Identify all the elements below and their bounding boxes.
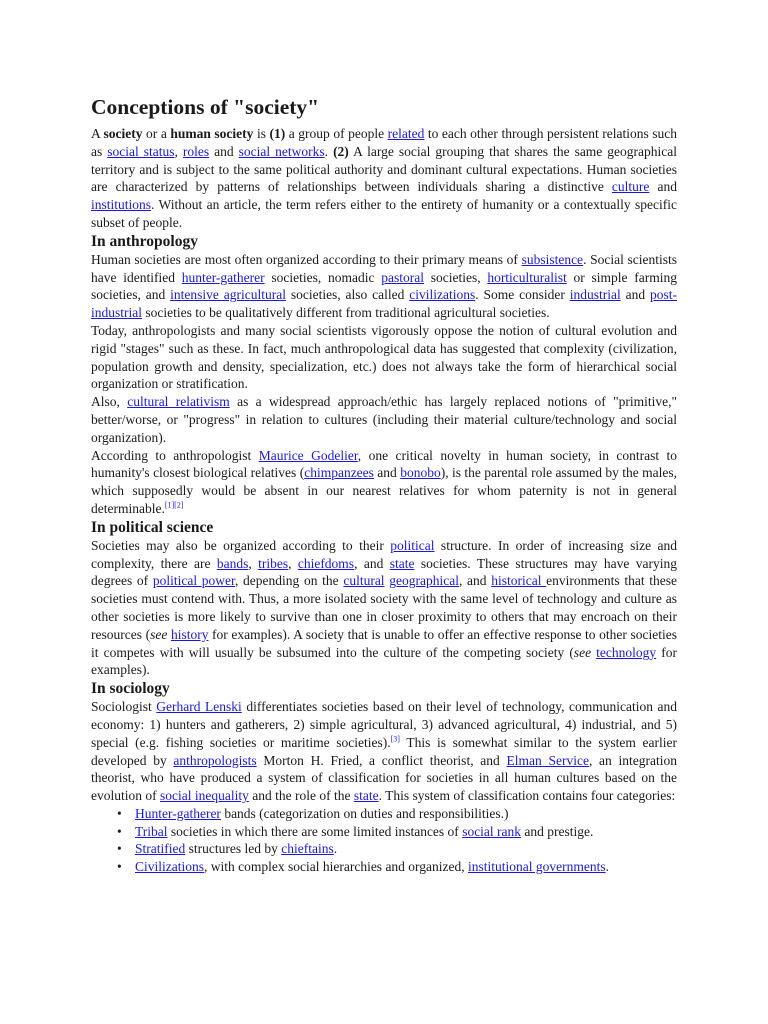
text-run: societies, also called [285, 287, 410, 303]
text-run: differentiates societies based on their level of technology, communication and economy: 1) hunters and gatherers, 2) simple agricultural, 3) advanced agricultural, 4) industrial, and 5) special (e.g. fishing societies or maritime societies). [91, 699, 677, 750]
text-run: bands (categorization on duties and responsibilities.) [220, 805, 509, 821]
text-run: and prestige. [521, 823, 594, 839]
classification-list [91, 805, 677, 876]
link-social-inequality[interactable]: social inequality [160, 788, 249, 804]
text-run: Sociologist [91, 699, 157, 715]
text-run: . [333, 841, 338, 857]
text-run: societies in which there are some limited instances of [167, 823, 463, 839]
text-run: , [288, 555, 298, 571]
text-run: , an integration theorist, who have produced a system of classification for societies in all human cultures based on the evolution of [91, 752, 677, 804]
link-bonobo[interactable]: bonobo [400, 465, 441, 481]
text-run: Morton H. Fried, a conflict theorist, and [256, 752, 507, 768]
link-technology[interactable]: technology [596, 644, 657, 660]
text-run: . Without an article, the term refers either to the entirety of humanity or a contextually specific subset of people. [91, 197, 677, 230]
link-political[interactable]: political [390, 537, 435, 553]
text-run: and the role of the [248, 788, 354, 804]
text-run: This is somewhat similar to the system earlier developed by [91, 734, 677, 768]
bold-term: (2) [333, 143, 349, 159]
bold-term: (1) [269, 126, 286, 141]
link-chiefdoms[interactable]: chiefdoms [297, 555, 355, 571]
text-run: . [324, 143, 334, 159]
intro-paragraph [91, 125, 677, 232]
text-run: societies. These structures may have varying degrees of [91, 555, 677, 589]
list-item [117, 858, 677, 876]
link-related[interactable]: related [387, 126, 425, 141]
link-social-rank[interactable]: social rank [462, 823, 522, 839]
link-roles[interactable]: roles [182, 143, 210, 159]
bold-term: society [103, 126, 143, 141]
text-run: societies to be qualitatively different from traditional agricultural societies. [142, 305, 550, 321]
anthropology-paragraph-2 [91, 322, 677, 393]
anthropology-heading: In anthropology [91, 232, 198, 250]
anthropology-paragraph-3 [91, 393, 677, 446]
political-science-heading: In political science [91, 518, 214, 536]
text-run: . This system of classification contains four categories: [378, 788, 676, 804]
text-run: and [649, 179, 677, 195]
link-intensive-agricultural[interactable]: intensive agricultural [170, 287, 286, 303]
page-title: Conceptions of "society" [91, 95, 320, 119]
link-stratified[interactable]: Stratified [135, 841, 186, 857]
link-pastoral[interactable]: pastoral [381, 269, 424, 285]
citation-link[interactable]: [3] [390, 734, 400, 744]
text-run: for examples). A society that is unable to offer an effective response to other societies it competes with will usually be subsumed into the culture of the competing society ( [91, 626, 677, 660]
link-bands[interactable]: bands [216, 555, 249, 571]
link-elman-service[interactable]: Elman Service [506, 752, 589, 768]
link-cultural-relativism[interactable]: cultural relativism [127, 394, 230, 410]
italic-text: see [573, 644, 592, 660]
link-chimpanzees[interactable]: chimpanzees [304, 465, 374, 481]
text-run: , [248, 555, 259, 571]
bullet-icon: • [117, 805, 122, 821]
text-run: and [620, 287, 650, 303]
text-run: for examples). [91, 644, 677, 678]
bold-term: human society [170, 126, 254, 141]
link-culture[interactable]: culture [611, 179, 650, 195]
link-anthropologists[interactable]: anthropologists [173, 752, 257, 768]
text-run: . Some consider [475, 287, 570, 303]
link-chieftains[interactable]: chieftains [281, 841, 334, 857]
text-run: environments that these societies must contend with. Thus, a more isolated society with the same level of technology and culture as other societies is more likely to survive than one in closer proximity to others that may encroach on their resources ( [91, 573, 677, 642]
link-subsistence[interactable]: subsistence [521, 251, 584, 267]
anthropology-paragraph-1 [91, 251, 677, 322]
text-run: is [253, 126, 270, 141]
text-run: A [91, 126, 104, 141]
bullet-icon: • [117, 823, 122, 839]
link-institutions[interactable]: institutions [91, 197, 152, 213]
text-run: . Social scientists have identified [91, 251, 678, 285]
link-history[interactable]: history [170, 626, 209, 642]
link-hunter-gatherer[interactable]: hunter-gatherer [181, 269, 265, 285]
text-run: ), is the parental role assumed by the males, which supposedly would be absent in our nearest relatives for whom paternity is not in general determinable. [91, 465, 677, 516]
link-civilizations[interactable]: civilizations [409, 287, 476, 303]
text-run: According to anthropologist [91, 447, 259, 463]
link-political-power[interactable]: political power [152, 573, 235, 589]
text-run: and [373, 465, 401, 481]
text-run: Human societies are most often organized according to their primary means of [91, 251, 522, 267]
text-run: as a widespread approach/ethic has largely replaced notions of "primitive," better/worse, or "progress" in relation to cultures (including their material culture/technology and social organization). [91, 394, 677, 445]
link-tribes[interactable]: tribes [258, 555, 289, 571]
text-run: or simple farming societies, and [91, 269, 677, 303]
sociology-paragraph [91, 698, 677, 805]
text-run: , depending on the [234, 573, 344, 589]
text-run: structure. In order of increasing size and complexity, there are [91, 537, 677, 571]
list-item [117, 805, 677, 823]
text-run: , and [354, 555, 390, 571]
italic-text: see [150, 626, 168, 642]
text-run: Societies may also be organized according to their [91, 537, 391, 553]
link-horticulturalist[interactable]: horticulturalist [487, 269, 567, 285]
text-run: , and [458, 573, 492, 589]
text-run: and [209, 143, 239, 159]
text-run: or a [142, 126, 171, 141]
text-run: , [174, 143, 183, 159]
text-run: to each other through persistent relations such as [91, 126, 678, 159]
link-maurice-godelier[interactable]: Maurice Godelier [258, 447, 358, 463]
link-geographical[interactable]: geographical [389, 573, 459, 589]
link-post-industrial[interactable]: post-industrial [91, 287, 677, 321]
bullet-icon: • [117, 841, 122, 857]
list-item [117, 840, 677, 858]
link-social-networks[interactable]: social networks [238, 143, 325, 159]
text-run: Also, [91, 394, 128, 410]
sociology-heading: In sociology [91, 680, 170, 698]
text-run: structures led by [185, 841, 282, 857]
text-run: Today, anthropologists and many social scientists vigorously oppose the notion of cultural evolution and rigid "stages" such as these. In fact, much anthropological data has suggested that complexity (civilization, population growth and density, specialization, etc.) does not always take the form of hierarchical social organization or stratification. [91, 322, 677, 392]
link-hunter-gatherer[interactable]: Hunter-gatherer [135, 805, 221, 821]
text-run: . [605, 859, 610, 875]
text-run: a group of people [285, 126, 388, 141]
link-cultural[interactable]: cultural [343, 573, 385, 589]
political-science-paragraph [91, 537, 677, 679]
text-run: societies, nomadic [264, 269, 382, 285]
text-run: , with complex social hierarchies and organized, [204, 859, 469, 875]
link-gerhard-lenski[interactable]: Gerhard Lenski [156, 699, 242, 715]
link-state[interactable]: state [353, 788, 379, 804]
anthropology-paragraph-4 [91, 447, 677, 518]
link-social-status[interactable]: social status [107, 143, 175, 159]
link-institutional-governments[interactable]: institutional governments [468, 859, 606, 875]
link-tribal[interactable]: Tribal [135, 823, 168, 839]
link-historical[interactable]: historical [491, 573, 547, 589]
text-run: A large social grouping that shares the same geographical territory and is subject to the same political authority and dominant cultural expectations. Human societies are characterized by patterns of relationships between individuals sharing a distinctive [91, 143, 678, 195]
citation-link[interactable]: [1][2] [164, 500, 184, 510]
list-item [117, 823, 677, 841]
link-industrial[interactable]: industrial [569, 287, 621, 303]
text-run: societies, [423, 269, 488, 285]
link-civilizations[interactable]: Civilizations [135, 859, 204, 875]
document [91, 95, 677, 876]
text-run: , one critical novelty in human society, in contrast to humanity's closest biological relatives ( [91, 447, 677, 481]
link-state[interactable]: state [389, 555, 415, 571]
bullet-icon: • [117, 859, 122, 875]
